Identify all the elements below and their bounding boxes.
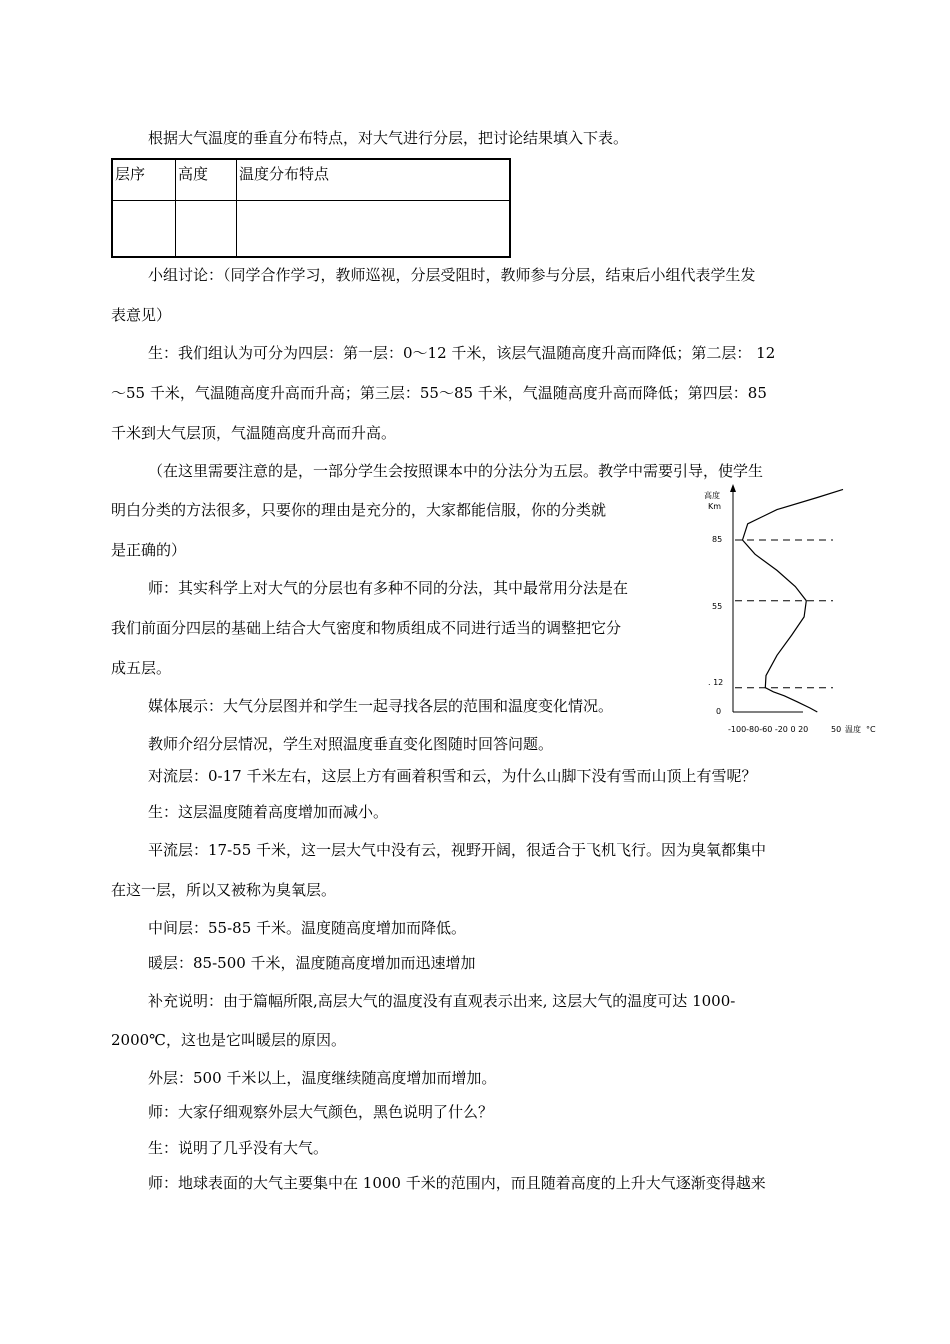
paragraph-line: ～55 千米，气温随高度升高而升高；第三层：55～85 千米，气温随高度升高而降低；第四层：85 (111, 384, 767, 402)
table-header-order: 层序 (112, 159, 176, 201)
table-cell-blank[interactable] (112, 201, 176, 258)
paragraph-line: 生：这层温度随着高度增加而减小。 (148, 803, 389, 821)
paragraph-line: 是正确的） (111, 541, 187, 559)
paragraph-line: 对流层：0-17 千米左右，这层上方有画着积雪和云，为什么山脚下没有雪而山顶上有雪呢？ (148, 767, 757, 785)
paragraph-line: 媒体展示：大气分层图并和学生一起寻找各层的范围和温度变化情况。 (148, 697, 614, 715)
paragraph-line: 小组讨论：（同学合作学习，教师巡视，分层受阻时，教师参与分层，结束后小组代表学生发 (148, 266, 756, 284)
paragraph-line: 2000℃，这也是它叫暖层的原因。 (111, 1031, 346, 1049)
paragraph-line: 师：大家仔细观察外层大气颜色，黑色说明了什么？ (148, 1103, 494, 1121)
paragraph-line: 外层：500 千米以上，温度继续随高度增加而增加。 (148, 1069, 497, 1087)
x-tick-labels: -100-80-60 -20 0 20 (728, 725, 809, 734)
temperature-chart (698, 480, 898, 740)
y-tick-label-55: 55 (712, 602, 723, 611)
paragraph-line: 生：我们组认为可分为四层：第一层：0～12 千米，该层气温随高度升高而降低；第二层： 12 (148, 344, 776, 362)
paragraph-line: 在这一层，所以又被称为臭氧层。 (111, 881, 337, 899)
table-cell-blank[interactable] (237, 201, 511, 258)
paragraph-line: 补充说明：由于篇幅所限,高层大气的温度没有直观表示出来, 这层大气的温度可达 1000- (148, 992, 736, 1010)
paragraph-line: 千米到大气层顶，气温随高度升高而升高。 (111, 424, 397, 442)
paragraph-line: 表意见） (111, 306, 172, 324)
paragraph-line: 师：地球表面的大气主要集中在 1000 千米的范围内，而且随着高度的上升大气逐渐变得越来 (148, 1174, 766, 1192)
y-tick-label-0: 0 (716, 707, 722, 716)
x-axis-label: 温度 (845, 725, 861, 734)
y-axis-arrow (730, 484, 736, 492)
x-tick-label-50: 50 (831, 725, 842, 734)
table-header-height: 高度 (176, 159, 237, 201)
layer-table (111, 158, 511, 258)
paragraph-line: 暖层：85-500 千米，温度随高度增加而迅速增加 (148, 954, 476, 972)
x-axis-unit: °C (866, 725, 876, 734)
paragraph-line: 明白分类的方法很多，只要你的理由是充分的，大家都能信服，你的分类就 (111, 501, 607, 519)
table-header-temperature: 温度分布特点 (237, 159, 511, 201)
y-axis-unit: Km (708, 502, 722, 511)
y-axis-label: 高度 (704, 491, 720, 500)
paragraph-line: 师：其实科学上对大气的分层也有多种不同的分法，其中最常用分法是在 (148, 579, 629, 597)
paragraph-line: 中间层：55-85 千米。温度随高度增加而降低。 (148, 919, 467, 937)
y-tick-label-85: 85 (712, 535, 723, 544)
y-tick-label-12: . 12 (708, 678, 724, 687)
paragraph-line: （在这里需要注意的是，一部分学生会按照课本中的分法分为五层。教学中需要引导，使学生 (148, 462, 764, 480)
paragraph-line: 成五层。 (111, 659, 172, 677)
temperature-curve (743, 489, 844, 712)
table-cell-blank[interactable] (176, 201, 237, 258)
paragraph-line: 生：说明了几乎没有大气。 (148, 1139, 329, 1157)
intro-paragraph: 根据大气温度的垂直分布特点，对大气进行分层，把讨论结果填入下表。 (148, 129, 629, 147)
paragraph-line: 平流层：17-55 千米，这一层大气中没有云，视野开阔，很适合于飞机飞行。因为臭氧都集中 (148, 841, 767, 859)
paragraph-line: 我们前面分四层的基础上结合大气密度和物质组成不同进行适当的调整把它分 (111, 619, 622, 637)
paragraph-line: 教师介绍分层情况，学生对照温度垂直变化图随时回答问题。 (148, 735, 554, 753)
